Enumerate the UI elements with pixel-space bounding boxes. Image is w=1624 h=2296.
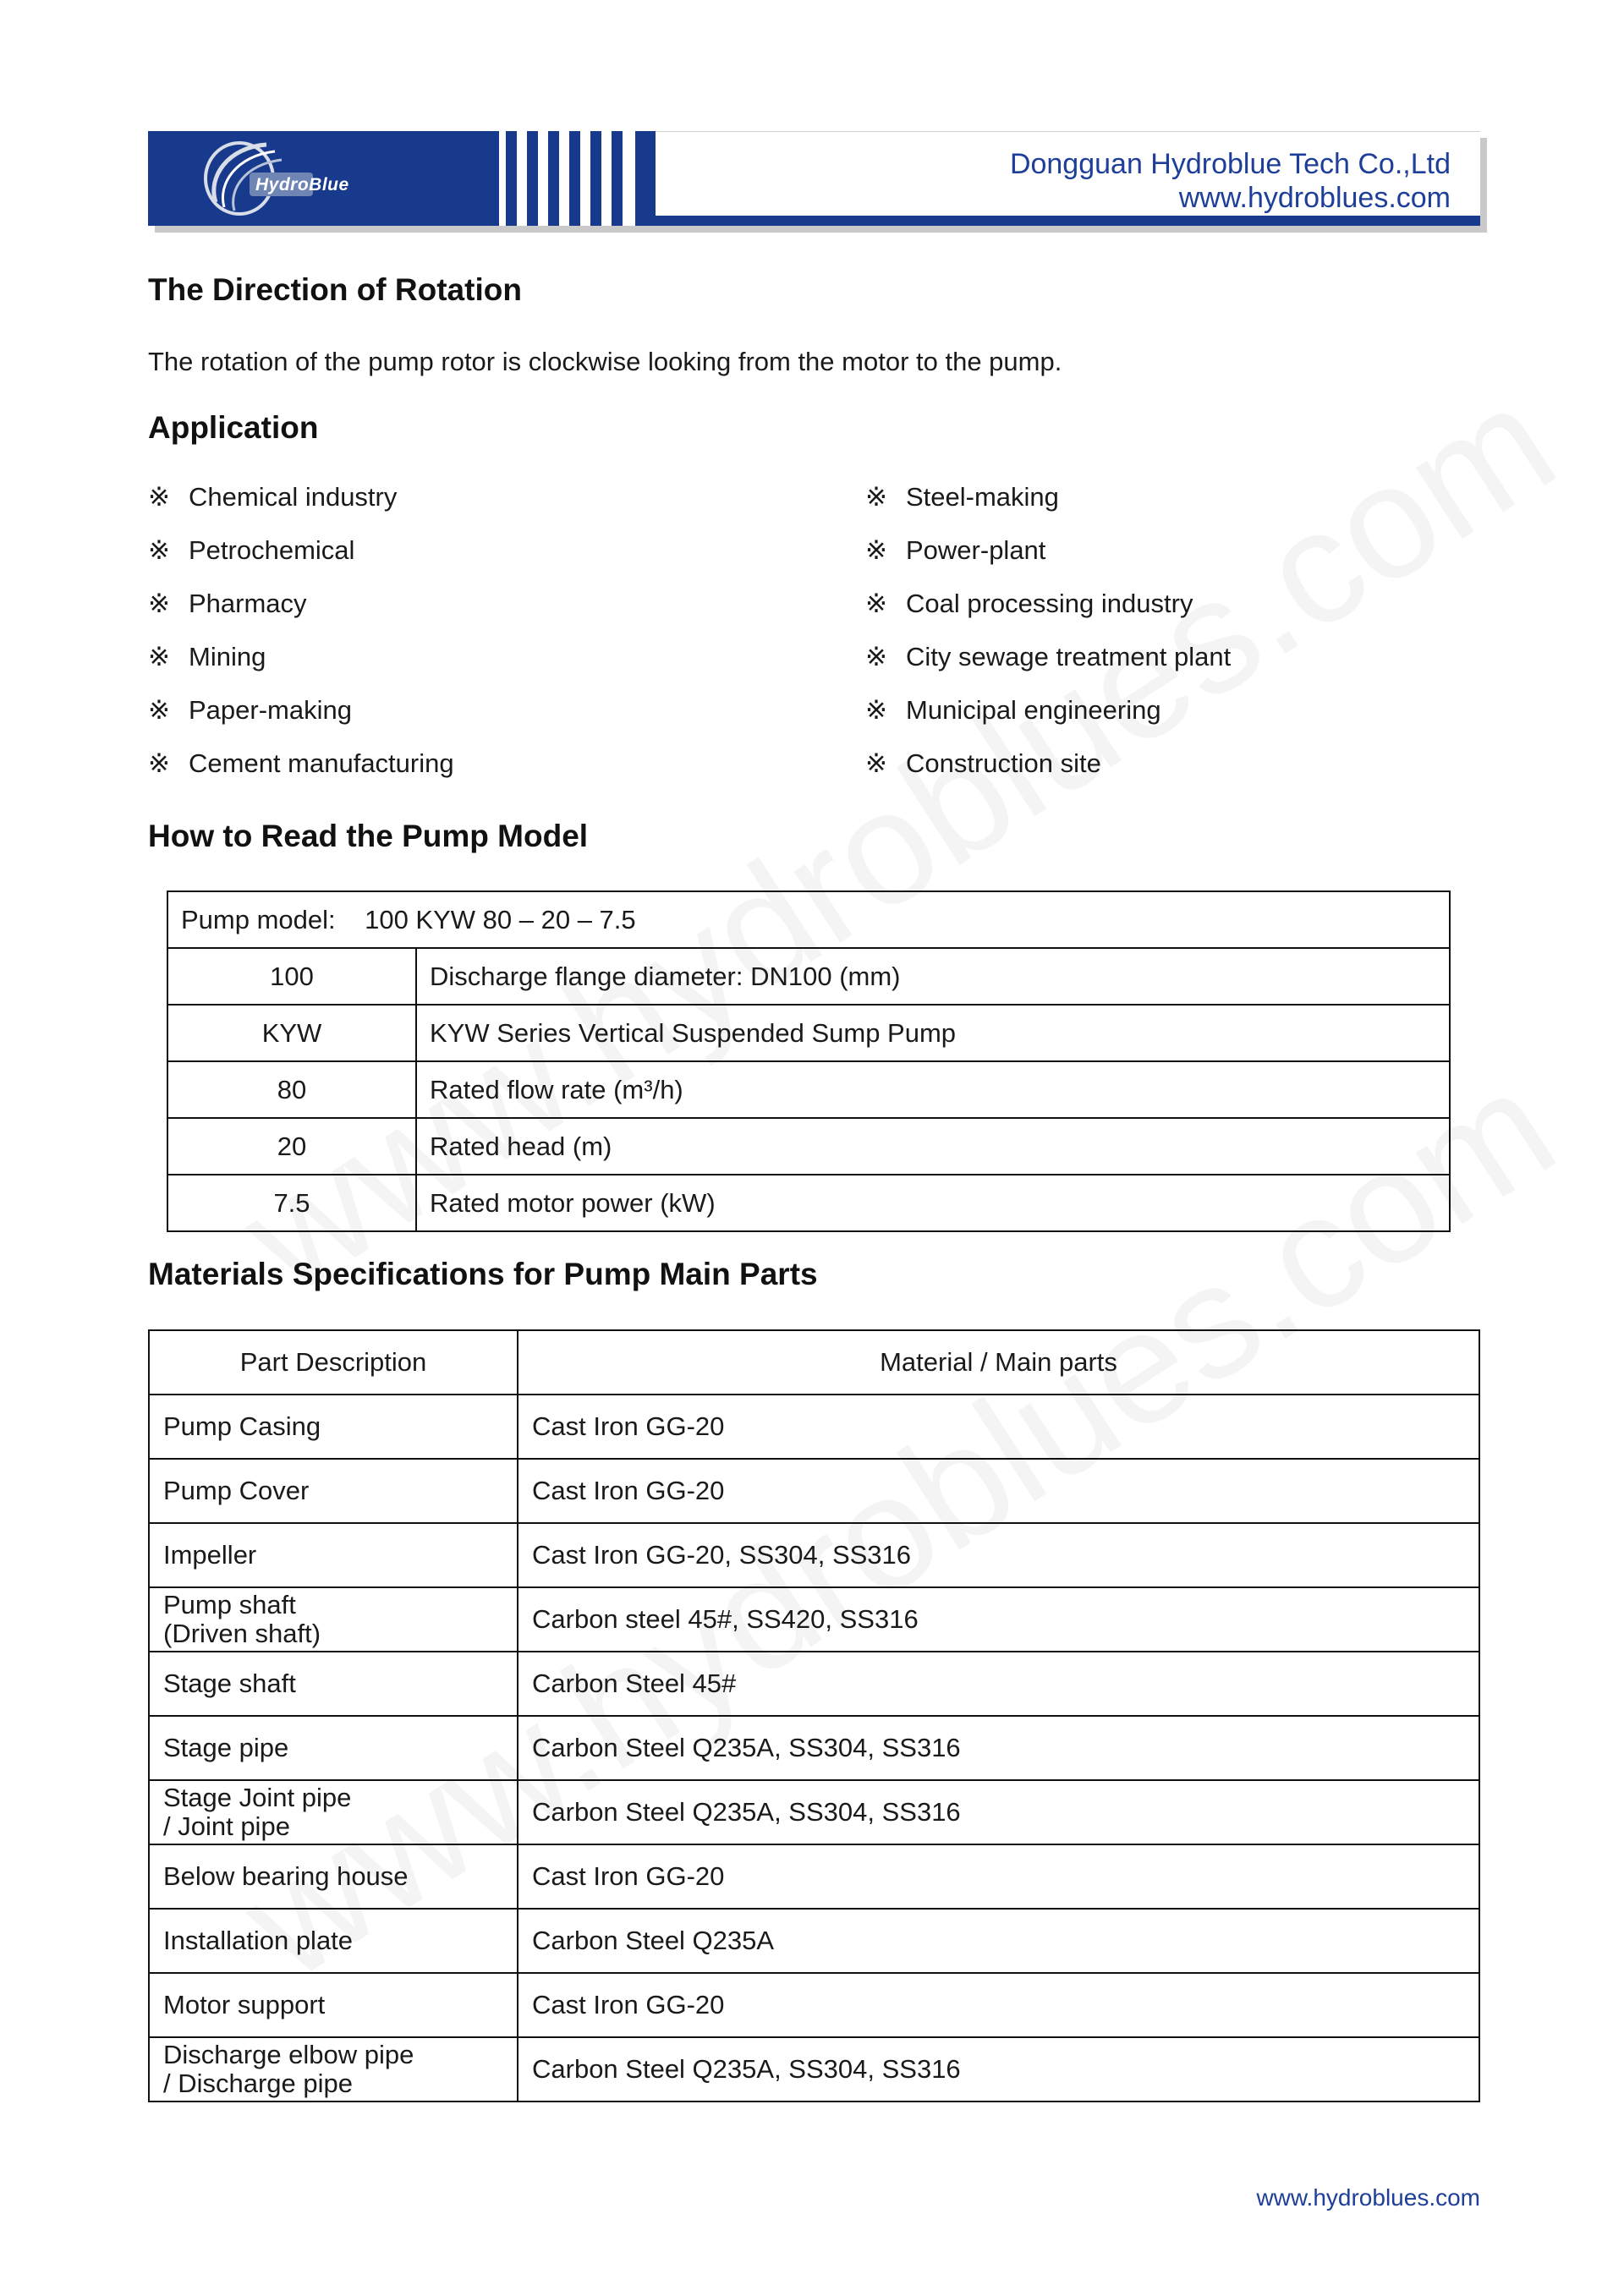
model-row bbox=[167, 1005, 1450, 1061]
reference-mark-icon: ※ bbox=[148, 482, 170, 512]
part-material: Carbon steel 45#, SS420, SS316 bbox=[518, 1587, 1479, 1652]
application-label: Municipal engineering bbox=[906, 695, 1161, 725]
materials-row bbox=[149, 1652, 1479, 1716]
application-item bbox=[148, 482, 397, 512]
part-material: Carbon Steel Q235A bbox=[518, 1909, 1479, 1973]
model-description: Rated flow rate (m³/h) bbox=[416, 1061, 1450, 1118]
model-value: 100 KYW 80 – 20 – 7.5 bbox=[365, 904, 636, 934]
part-description: Below bearing house bbox=[149, 1844, 518, 1909]
materials-row bbox=[149, 1395, 1479, 1459]
application-label: Steel-making bbox=[906, 482, 1059, 512]
materials-row bbox=[149, 1587, 1479, 1652]
reference-mark-icon: ※ bbox=[148, 589, 170, 618]
application-item bbox=[865, 695, 1161, 726]
part-material: Cast Iron GG-20 bbox=[518, 1395, 1479, 1459]
banner-stripes bbox=[499, 131, 635, 226]
application-label: Mining bbox=[189, 642, 266, 671]
application-item bbox=[148, 589, 307, 619]
footer-website: www.hydroblues.com bbox=[1256, 2184, 1480, 2211]
materials-row bbox=[149, 2037, 1479, 2101]
materials-heading: Materials Specifications for Pump Main Parts bbox=[148, 1257, 818, 1291]
part-material: Cast Iron GG-20 bbox=[518, 1844, 1479, 1909]
model-description: Discharge flange diameter: DN100 (mm) bbox=[416, 948, 1450, 1005]
application-item bbox=[148, 642, 266, 672]
model-header-cell bbox=[167, 891, 1450, 948]
part-material: Carbon Steel Q235A, SS304, SS316 bbox=[518, 1716, 1479, 1780]
model-code: 20 bbox=[167, 1118, 416, 1175]
model-heading: How to Read the Pump Model bbox=[148, 819, 589, 853]
model-code: 80 bbox=[167, 1061, 416, 1118]
part-material: Carbon Steel 45# bbox=[518, 1652, 1479, 1716]
logo-text: HydroBlue bbox=[255, 175, 349, 195]
materials-header-row bbox=[149, 1330, 1479, 1395]
materials-row bbox=[149, 1459, 1479, 1523]
application-item bbox=[865, 642, 1231, 672]
application-heading: Application bbox=[148, 410, 319, 445]
part-description: Installation plate bbox=[149, 1909, 518, 1973]
application-label: Power-plant bbox=[906, 535, 1046, 565]
model-header-row bbox=[167, 891, 1450, 948]
materials-row bbox=[149, 1523, 1479, 1587]
reference-mark-icon: ※ bbox=[865, 535, 887, 565]
application-label: Cement manufacturing bbox=[189, 748, 454, 778]
application-label: City sewage treatment plant bbox=[906, 642, 1232, 671]
model-row bbox=[167, 948, 1450, 1005]
application-label: Pharmacy bbox=[189, 589, 307, 618]
materials-row bbox=[149, 1716, 1479, 1780]
application-label: Construction site bbox=[906, 748, 1101, 778]
part-material: Carbon Steel Q235A, SS304, SS316 bbox=[518, 1780, 1479, 1844]
reference-mark-icon: ※ bbox=[865, 589, 887, 618]
part-material: Cast Iron GG-20 bbox=[518, 1459, 1479, 1523]
model-row bbox=[167, 1175, 1450, 1231]
part-description: Stage Joint pipe / Joint pipe bbox=[149, 1780, 518, 1844]
model-code: KYW bbox=[167, 1005, 416, 1061]
part-material: Cast Iron GG-20 bbox=[518, 1973, 1479, 2037]
part-description: Stage shaft bbox=[149, 1652, 518, 1716]
part-description: Impeller bbox=[149, 1523, 518, 1587]
part-material: Cast Iron GG-20, SS304, SS316 bbox=[518, 1523, 1479, 1587]
reference-mark-icon: ※ bbox=[865, 642, 887, 671]
hydroblue-logo bbox=[190, 134, 349, 222]
model-row bbox=[167, 1061, 1450, 1118]
application-item bbox=[148, 535, 354, 566]
company-info bbox=[1010, 147, 1451, 215]
banner-underline bbox=[656, 216, 1480, 226]
model-description: Rated head (m) bbox=[416, 1118, 1450, 1175]
reference-mark-icon: ※ bbox=[148, 748, 170, 778]
company-website: www.hydroblues.com bbox=[1178, 182, 1451, 214]
model-row bbox=[167, 1118, 1450, 1175]
company-name: Dongguan Hydroblue Tech Co.,Ltd bbox=[1009, 148, 1451, 180]
materials-row bbox=[149, 1973, 1479, 2037]
reference-mark-icon: ※ bbox=[148, 535, 170, 565]
pump-model-table bbox=[167, 890, 1451, 1232]
reference-mark-icon: ※ bbox=[148, 695, 170, 725]
application-item bbox=[865, 589, 1193, 619]
materials-table bbox=[148, 1329, 1480, 2102]
header-banner bbox=[148, 131, 1480, 226]
part-description: Pump Cover bbox=[149, 1459, 518, 1523]
part-description: Stage pipe bbox=[149, 1716, 518, 1780]
reference-mark-icon: ※ bbox=[865, 482, 887, 512]
part-material: Carbon Steel Q235A, SS304, SS316 bbox=[518, 2037, 1479, 2101]
reference-mark-icon: ※ bbox=[148, 642, 170, 671]
rotation-text: The rotation of the pump rotor is clockwise looking from the motor to the pump. bbox=[148, 347, 1062, 376]
model-label: Pump model: bbox=[181, 904, 336, 934]
model-code: 100 bbox=[167, 948, 416, 1005]
application-item bbox=[865, 482, 1059, 512]
model-code: 7.5 bbox=[167, 1175, 416, 1231]
model-description: KYW Series Vertical Suspended Sump Pump bbox=[416, 1005, 1450, 1061]
col-part-description: Part Description bbox=[149, 1330, 518, 1395]
part-description: Motor support bbox=[149, 1973, 518, 2037]
application-item bbox=[148, 748, 454, 779]
application-label: Petrochemical bbox=[189, 535, 355, 565]
banner-white-block bbox=[656, 131, 1480, 216]
application-item bbox=[865, 535, 1045, 566]
col-material: Material / Main parts bbox=[518, 1330, 1479, 1395]
rotation-heading: The Direction of Rotation bbox=[148, 272, 522, 307]
model-description: Rated motor power (kW) bbox=[416, 1175, 1450, 1231]
application-label: Chemical industry bbox=[189, 482, 398, 512]
part-description: Discharge elbow pipe / Discharge pipe bbox=[149, 2037, 518, 2101]
materials-row bbox=[149, 1909, 1479, 1973]
reference-mark-icon: ※ bbox=[865, 695, 887, 725]
part-description: Pump Casing bbox=[149, 1395, 518, 1459]
application-label: Coal processing industry bbox=[906, 589, 1193, 618]
part-description: Pump shaft (Driven shaft) bbox=[149, 1587, 518, 1652]
application-item bbox=[865, 748, 1101, 779]
reference-mark-icon: ※ bbox=[865, 748, 887, 778]
application-label: Paper-making bbox=[189, 695, 352, 725]
materials-row bbox=[149, 1780, 1479, 1844]
materials-row bbox=[149, 1844, 1479, 1909]
application-item bbox=[148, 695, 352, 726]
